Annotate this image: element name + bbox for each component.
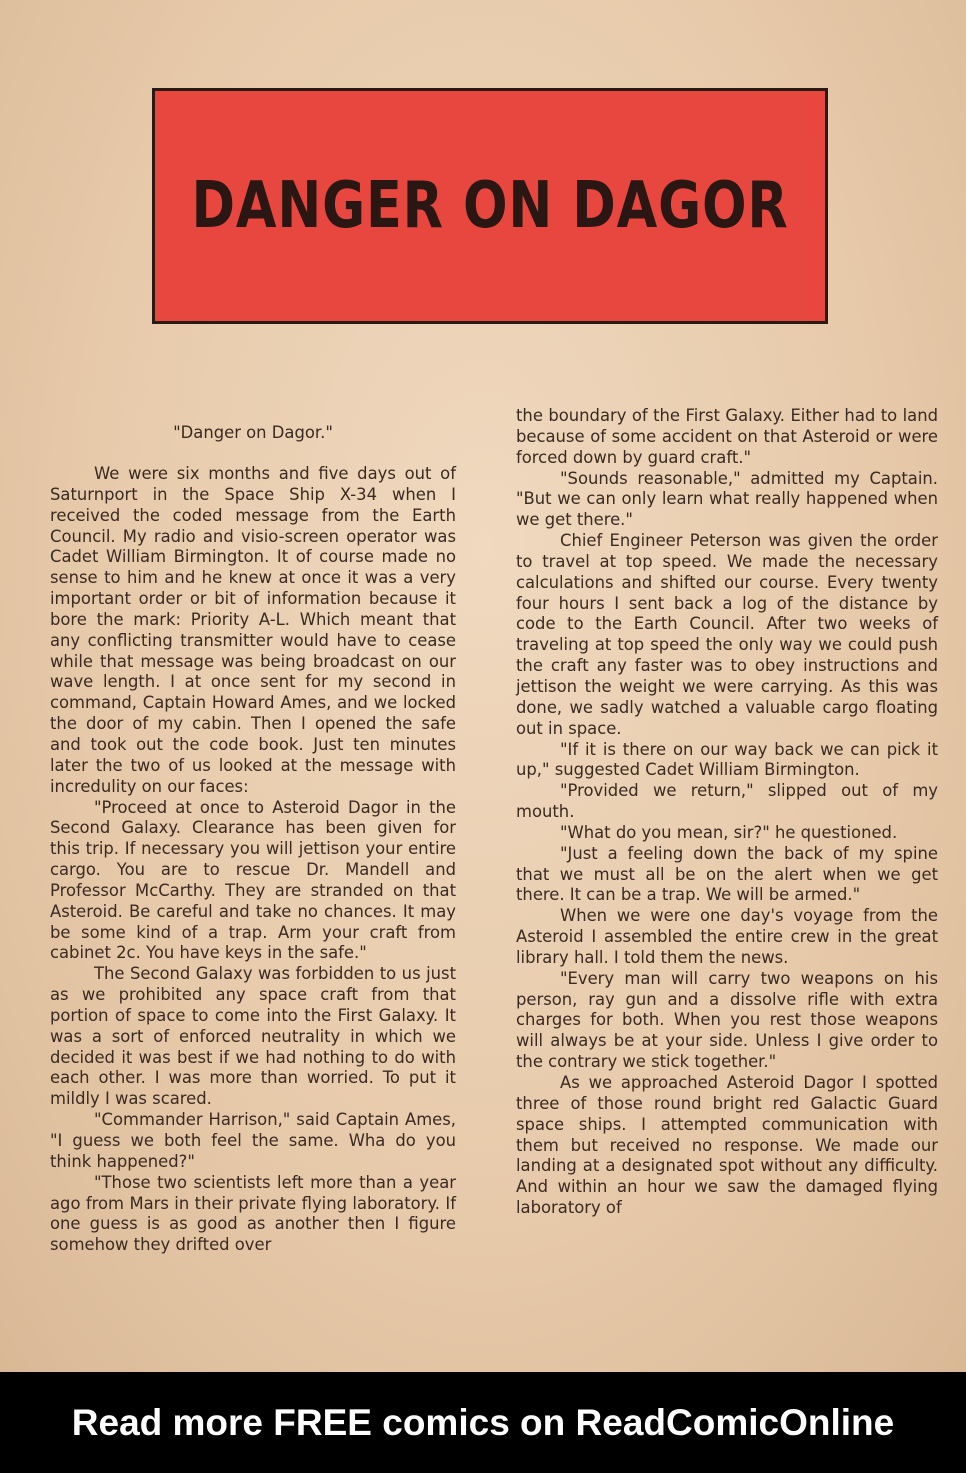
paragraph: "Provided we return," slipped out of my mouth. [516,781,938,822]
paragraph: the boundary of the First Galaxy. Either had to land because of some accident on that Asteroid or were forced down by guard craft." [516,406,938,467]
paragraph: "Every man will carry two weapons on his person, ray gun and a dissolve rifle with extra charges for both. When you rest those weapons will always be at your side. Unless I give order to the contrary we stick together." [516,968,938,1072]
left-text-column [50,464,456,1256]
footer-banner[interactable] [0,1372,966,1473]
footer-link[interactable]: Read more FREE comics on ReadComicOnline [71,1401,895,1443]
paragraph: Chief Engineer Peterson was given the order to travel at top speed. We made the necessary calculations and shifted our course. Every twenty four hours I sent back a log of the distance by code to the Earth Council. After two weeks of traveling at top speed the only way we could push the craft any faster was to obey instructions and jettison the weight we were carrying. As this was done, we sadly watched a valuable cargo floating out in space. [516,531,938,738]
story-title: "Danger on Dagor." [173,423,333,442]
right-text-column [516,406,938,1219]
paragraph: "What do you mean, sir?" he questioned. [560,822,898,842]
paragraph: We were six months and five days out of Saturnport in the Space Ship X-34 when I received the coded message from the Earth Council. My radio and visio-screen operator was Cadet William Birmington. It of course made no sense to him and he knew at once it was a very important order or bit of information because it bore the mark: Priority A-L. Which meant that any conflicting transmitter would have to cease while that message was being broadcast on our wave length. I at once sent for my second in command, Captain Howard Ames, and we locked the door of my cabin. Then I opened the safe and took out the code book. Just ten minutes later the two of us looked at the message with incredulity on our faces: [50,464,456,796]
paragraph: "If it is there on our way back we can pick it up," suggested Cadet William Birmington. [516,739,938,780]
paragraph: "Those two scientists left more than a year ago from Mars in their private flying laboratory. If one guess is as good as another then I figure somehow they drifted over [50,1172,456,1255]
paragraph: The Second Galaxy was forbidden to us just as we prohibited any space craft from that portion of space to come into the First Galaxy. It was a sort of enforced neutrality in which we decided it was best if we had nothing to do with each other. I was more than worried. To put it mildly I was scared. [50,964,456,1109]
title-banner [152,88,828,324]
paragraph: When we were one day's voyage from the Asteroid I assembled the entire crew in the great library hall. I told them the news. [516,906,938,967]
paragraph: "Proceed at once to Asteroid Dagor in the Second Galaxy. Clearance has been given for this trip. If necessary you will jettison your entire cargo. You are to rescue Dr. Mandell and Professor McCarthy. They are stranded on that Asteroid. Be careful and take no chances. It may be some kind of a trap. Arm your craft from cabinet 2c. You have keys in the safe." [50,797,456,963]
page-title: DANGER ON DAGOR [191,169,789,243]
paragraph: "Sounds reasonable," admitted my Captain. "But we can only learn what really happened when we get there." [516,468,938,530]
paragraph: "Just a feeling down the back of my spine that we must all be on the alert when we get there. It can be a trap. We will be armed." [516,843,938,905]
paragraph: "Commander Harrison," said Captain Ames, "I guess we both feel the same. Wha do you think happened?" [50,1110,456,1171]
paragraph: As we approached Asteroid Dagor I spotted three of those round bright red Galactic Guard space ships. I attempted communication with them but received no response. We made our landing at a designated spot without any difficulty. And within an hour we saw the damaged flying laboratory of [516,1073,938,1218]
